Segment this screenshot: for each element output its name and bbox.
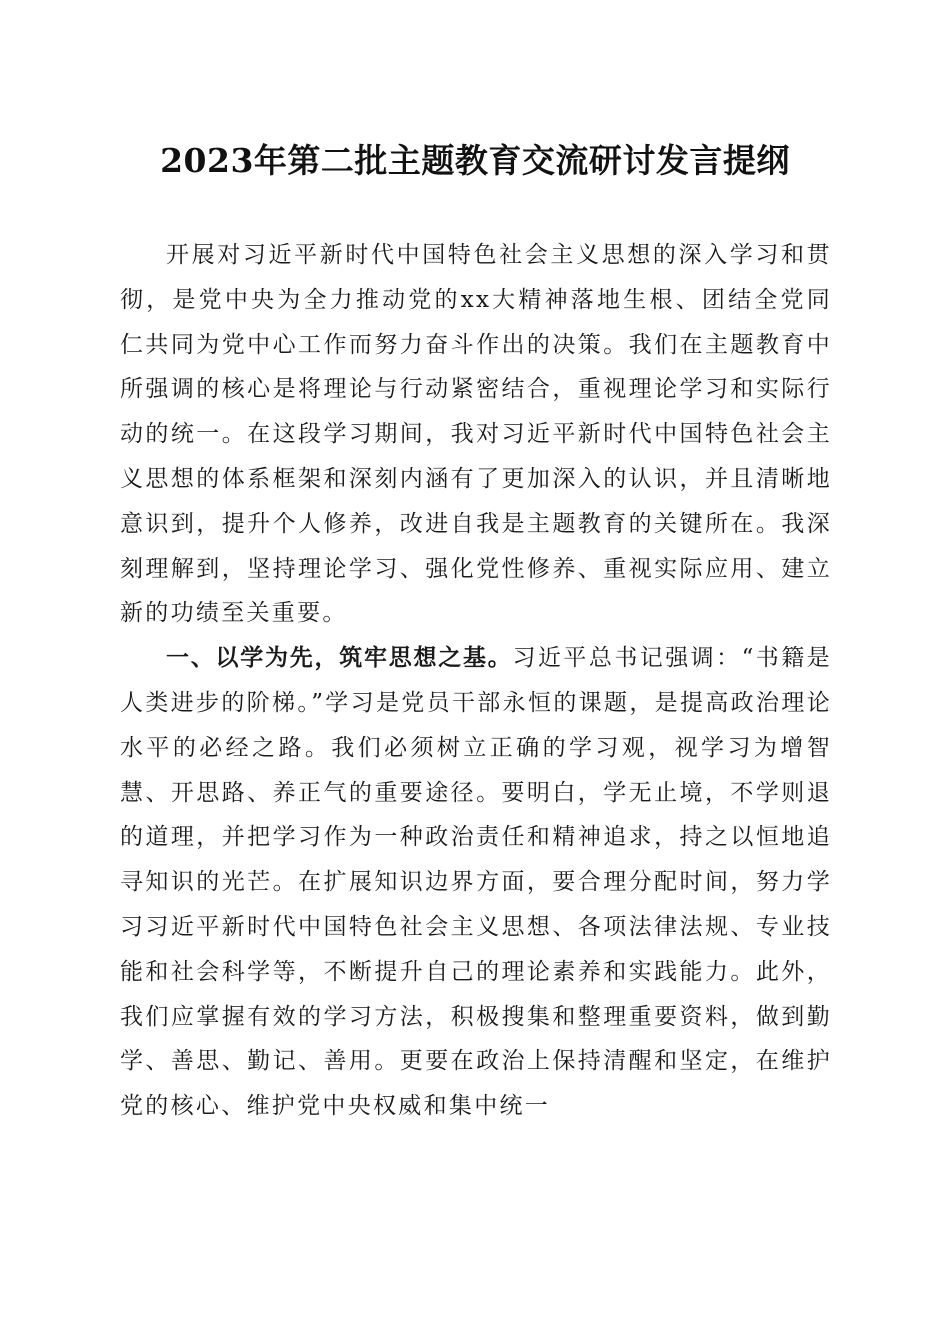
section-one-text: 习近平总书记强调：“书籍是人类进步的阶梯。”学习是党员干部永恒的课题，是提高政治理论水平的必经之路。我们必须树立正确的学习观，视学习为增智慧、开思路、养正气的重要途径。要明白，学无止境，不学则退的道理，并把学习作为一种政治责任和精神追求，持之以恒地追寻知识的光芒。在扩展知识边界方面，要合理分配时间，努力学习习近平新时代中国特色社会主义思想、各项法律法规、专业技能和社会科学等，不断提升自己的理论素养和实践能力。此外，我们应掌握有效的学习方法，积极搜集和整理重要资料，做到勤学、善思、勤记、善用。更要在政治上保持清醒和坚定，在维护党的核心、维护党中央权威和集中统一 <box>120 645 832 1120</box>
paragraph-section-one <box>120 636 832 1129</box>
paragraph-intro <box>120 233 832 636</box>
document-title: 2023年第二批主题教育交流研讨发言提纲 <box>160 141 790 180</box>
paragraph-intro-text: 开展对习近平新时代中国特色社会主义思想的深入学习和贯彻，是党中央为全力推动党的xx大精神落地生根、团结全党同仁共同为党中心工作而努力奋斗作出的决策。我们在主题教育中所强调的核心是将理论与行动紧密结合，重视理论学习和实际行动的统一。在这段学习期间，我对习近平新时代中国特色社会主义思想的体系框架和深刻内涵有了更加深入的认识，并且清晰地意识到，提升个人修养，改进自我是主题教育的关键所在。我深刻理解到，坚持理论学习、强化党性修养、重视实际应用、建立新的功绩至关重要。 <box>120 242 832 627</box>
document-body <box>120 233 832 1129</box>
section-one-heading: 一、以学为先，筑牢思想之基。 <box>166 645 513 672</box>
